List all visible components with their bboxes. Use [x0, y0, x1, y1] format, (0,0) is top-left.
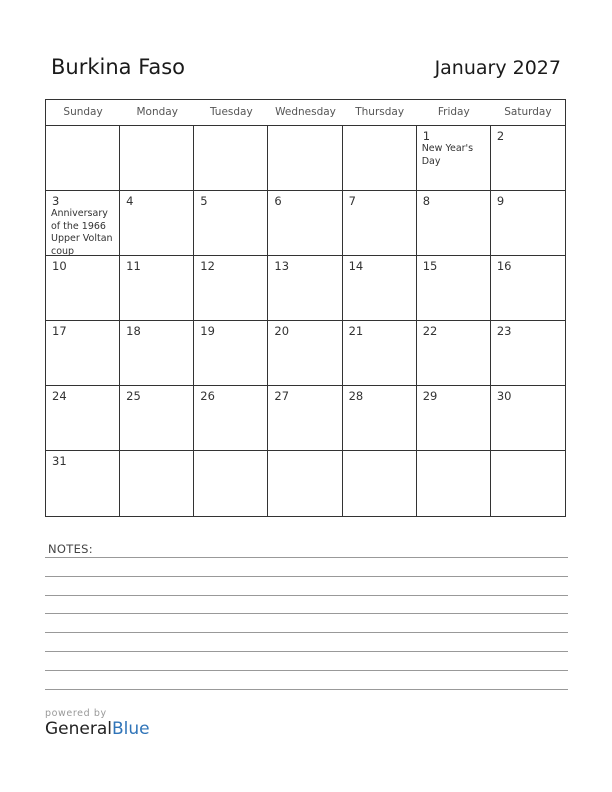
day-cell: [268, 126, 342, 191]
note-line: [45, 613, 568, 614]
day-number: 27: [274, 389, 290, 403]
weekday-wednesday: Wednesday: [275, 106, 336, 118]
day-cell: [268, 321, 342, 386]
day-cell: [120, 191, 194, 256]
day-cell: [268, 451, 342, 516]
day-number: 23: [496, 324, 512, 338]
day-cell: [417, 191, 491, 256]
day-cell: [46, 321, 120, 386]
day-number: 19: [200, 324, 215, 338]
day-cell: [46, 256, 120, 321]
day-cell: [194, 321, 268, 386]
day-number: 28: [348, 389, 364, 403]
day-cell: [120, 321, 194, 386]
day-cell: [194, 256, 268, 321]
day-cell: [268, 191, 342, 256]
note-line: [45, 576, 568, 577]
day-cell: [491, 386, 565, 451]
day-cell: [46, 191, 120, 256]
note-line: [45, 651, 568, 652]
note-line: [45, 557, 568, 558]
day-number: 20: [274, 324, 290, 338]
day-number: 21: [348, 324, 364, 338]
day-cell: [343, 256, 417, 321]
day-cell: [491, 256, 565, 321]
day-cell: [343, 386, 417, 451]
day-number: 30: [496, 389, 512, 403]
weekday-saturday: Saturday: [504, 106, 552, 118]
day-number: 1: [422, 129, 431, 143]
holiday-label: Anniversary of the 1966 Upper Voltan coup: [51, 208, 113, 256]
day-number: 10: [52, 259, 67, 273]
day-cell: [120, 126, 194, 191]
brand-blue: Blue: [112, 719, 150, 739]
day-cell: [46, 126, 120, 191]
day-cell: [120, 256, 194, 321]
day-number: 2: [496, 129, 505, 143]
weekday-friday: Friday: [437, 106, 470, 118]
day-cell: [417, 256, 491, 321]
day-cell: [491, 321, 565, 386]
note-line: [45, 632, 568, 633]
powered-by-text: powered by: [45, 708, 107, 719]
day-cell: [343, 126, 417, 191]
note-line: [45, 670, 568, 671]
day-number: 12: [200, 259, 215, 273]
day-cell: [268, 386, 342, 451]
day-number: 13: [274, 259, 290, 273]
day-cell: [491, 126, 565, 191]
day-number: 24: [52, 389, 67, 403]
brand-name: [45, 719, 150, 739]
day-cell: [417, 126, 491, 191]
day-number: 6: [274, 194, 282, 208]
day-number: 18: [126, 324, 141, 338]
calendar-weeks: [46, 126, 565, 516]
day-cell: [194, 126, 268, 191]
note-line: [45, 595, 568, 596]
brand-general: General: [45, 719, 112, 739]
day-number: 26: [200, 389, 215, 403]
day-cell: [417, 386, 491, 451]
day-cell: [491, 191, 565, 256]
day-number: 17: [52, 324, 67, 338]
weekday-thursday: Thursday: [355, 106, 405, 118]
weekday-tuesday: Tuesday: [209, 106, 253, 118]
weekday-sunday: Sunday: [63, 106, 103, 118]
calendar-grid: [45, 99, 566, 517]
day-number: 29: [422, 389, 438, 403]
day-cell: [194, 191, 268, 256]
month-title: January 2027: [434, 57, 561, 79]
note-line: [45, 689, 568, 690]
day-cell: [120, 386, 194, 451]
day-cell: [343, 451, 417, 516]
day-number: 7: [348, 194, 356, 208]
day-number: 4: [126, 194, 134, 208]
day-number: 25: [126, 389, 141, 403]
day-cell: [417, 321, 491, 386]
day-number: 9: [496, 194, 505, 208]
day-cell: [46, 386, 120, 451]
day-cell: [46, 451, 120, 516]
day-number: 16: [496, 259, 512, 273]
day-number: 15: [422, 259, 438, 273]
weekday-monday: Monday: [136, 106, 178, 118]
country-title: Burkina Faso: [51, 55, 186, 79]
day-cell: [343, 191, 417, 256]
day-number: 11: [126, 259, 141, 273]
day-cell: [268, 256, 342, 321]
day-cell: [343, 321, 417, 386]
day-number: 8: [422, 194, 431, 208]
day-number: 14: [348, 259, 364, 273]
day-number: 3: [52, 194, 60, 208]
notes-label: NOTES:: [48, 542, 93, 556]
holiday-label: New Year's Day: [421, 143, 474, 167]
day-cell: [120, 451, 194, 516]
day-cell: [491, 451, 565, 516]
day-cell: [194, 386, 268, 451]
day-number: 5: [200, 194, 208, 208]
day-number: 22: [422, 324, 438, 338]
weekday-header: [46, 100, 565, 126]
day-cell: [194, 451, 268, 516]
day-cell: [417, 451, 491, 516]
brand-logo: [45, 708, 150, 739]
day-number: 31: [52, 454, 67, 468]
